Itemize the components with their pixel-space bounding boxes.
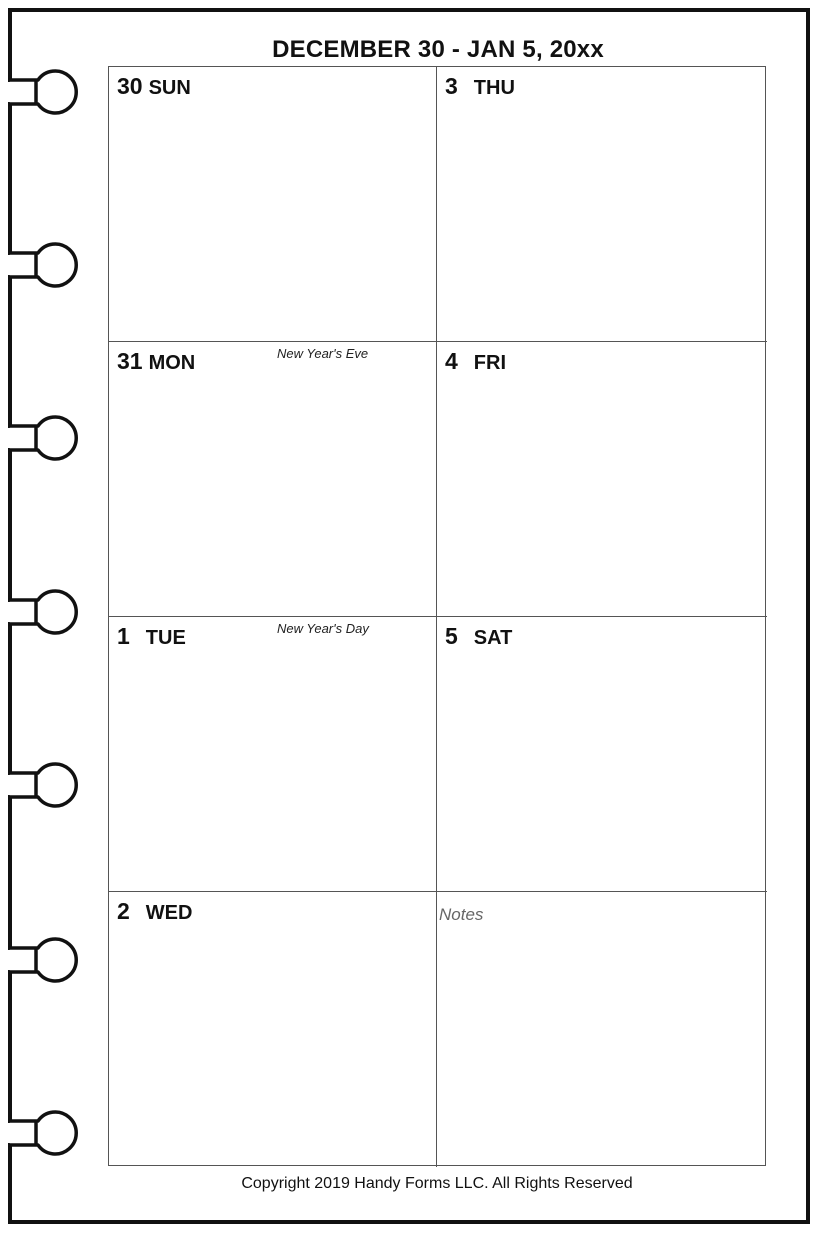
day-cell-tue[interactable]: [109, 617, 437, 892]
day-label-mon: [117, 348, 195, 375]
day-cell-fri[interactable]: [437, 342, 767, 617]
day-number: 31: [117, 348, 143, 374]
day-cell-thu[interactable]: [437, 67, 767, 342]
day-number: 1: [117, 623, 130, 649]
day-number: 30: [117, 73, 143, 99]
copyright-footer: Copyright 2019 Handy Forms LLC. All Rights Reserved: [241, 1175, 633, 1192]
notes-cell[interactable]: [437, 892, 767, 1167]
holiday-label: New Year's Day: [277, 621, 369, 636]
day-label-sat: [445, 623, 512, 650]
week-title: DECEMBER 30 - JAN 5, 20xx: [272, 36, 604, 63]
day-cell-sat[interactable]: [437, 617, 767, 892]
day-cell-wed[interactable]: [109, 892, 437, 1167]
day-cell-mon[interactable]: [109, 342, 437, 617]
day-number: 3: [445, 73, 458, 99]
day-label-wed: [117, 898, 192, 925]
notes-label: Notes: [439, 905, 484, 924]
day-label-sun: [117, 73, 191, 100]
day-name: MON: [148, 352, 196, 374]
day-cell-sun[interactable]: [109, 67, 437, 342]
day-name: TUE: [145, 627, 186, 649]
day-name: SAT: [473, 627, 513, 649]
day-label-thu: [445, 73, 515, 100]
day-number: 2: [117, 898, 130, 924]
day-name: SUN: [148, 77, 191, 99]
day-number: 5: [445, 623, 458, 649]
day-number: 4: [445, 348, 458, 374]
week-grid: [108, 66, 766, 1166]
day-name: WED: [145, 902, 193, 924]
day-name: THU: [473, 77, 515, 99]
day-label-fri: [445, 348, 506, 375]
holiday-label: New Year's Eve: [277, 346, 369, 361]
day-name: FRI: [473, 352, 507, 374]
day-label-tue: [117, 623, 186, 650]
